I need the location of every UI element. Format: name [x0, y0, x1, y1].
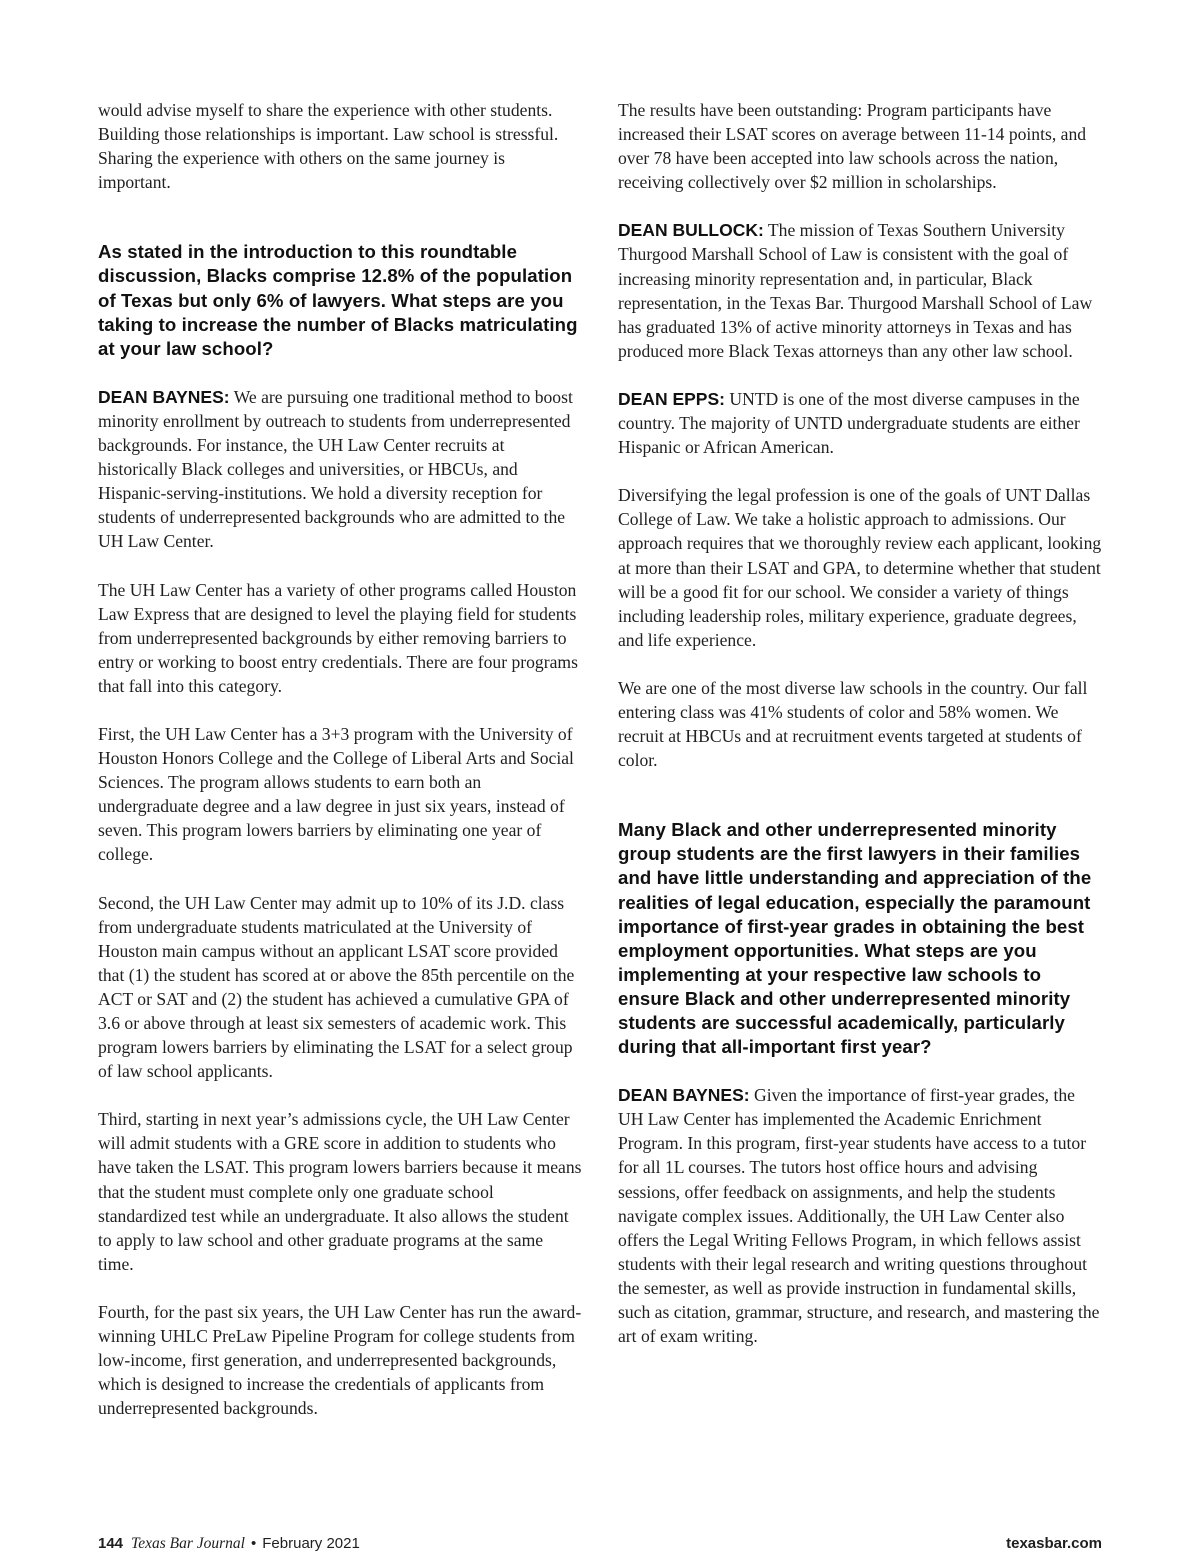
paragraph: The results have been outstanding: Program participants have increased their LSAT scores on average between 11-14 points, and over 78 have been accepted into law schools across the nation, receiving collectively over $2 million in scholarships. — [618, 100, 1087, 193]
answer-text: UNTD is one of the most diverse campuses in the country. The majority of UNTD undergraduate students are either Hispanic or African American. — [618, 388, 1080, 458]
answer-text: We are pursuing one traditional method to boost minority enrollment by outreach to students from underrepresented backgrounds. For instance, the UH Law Center recruits at historically Black colleges and universities, or HBCUs, and Hispanic-serving-institutions. We hold a diversity reception for students of underrepresented backgrounds who are admitted to the UH Law Center. — [98, 386, 573, 552]
paragraph: First, the UH Law Center has a 3+3 program with the University of Houston Honors College and the College of Liberal Arts and Social Sciences. The program allows students to earn both an undergraduate degree and a law degree in just six years, instead of seven. This program lowers barriers by eliminating one year of college. — [98, 723, 574, 865]
answer-paragraph — [618, 218, 1102, 363]
footer-left — [98, 1535, 360, 1553]
issue-date: February 2021 — [262, 1535, 360, 1552]
journal-title: Texas Bar Journal — [131, 1535, 245, 1552]
question-heading: As stated in the introduction to this roundtable discussion, Blacks comprise 12.8% of the population of Texas but only 6% of lawyers. What steps are you taking to increase the number of Blacks matriculating at your law school? — [98, 241, 578, 359]
answer-text: Given the importance of first-year grades, the UH Law Center has implemented the Academic Enrichment Program. In this program, first-year students have access to a tutor for all 1L courses. The tutors host office hours and advising sessions, offer feedback on assignments, and help the students navigate complex issues. Additionally, the UH Law Center also offers the Legal Writing Fellows Program, in which fellows assist students with their legal research and writing questions throughout the semester, as well as provide instruction in fundamental skills, such as citation, grammar, structure, and research, and mastering the art of exam writing. — [618, 1085, 1100, 1347]
answer-text: The mission of Texas Southern University Thurgood Marshall School of Law is consistent with the goal of increasing minority representation and, in particular, Black representation, in the Texas Bar. Thurgood Marshall School of Law has graduated 13% of active minority attorneys in Texas and has produced more Black Texas attorneys than any other law school. — [618, 220, 1093, 361]
bullet-separator: • — [251, 1535, 257, 1552]
paragraph: Second, the UH Law Center may admit up to 10% of its J.D. class from undergraduate students matriculated at the University of Houston main campus without an applicant LSAT score provided that (1) the student has scored at or above the 85th percentile on the ACT or SAT and (2) the student has achieved a cumulative GPA of 3.6 or above through at least six semesters of academic work. This program lowers barriers by eliminating the LSAT for a select group of law school applicants. — [98, 892, 575, 1082]
answer-paragraph — [618, 387, 1102, 459]
paragraph: We are one of the most diverse law schools in the country. Our fall entering class was 41% students of color and 58% women. We recruit at HBCUs and at recruitment events targeted at students of color. — [618, 677, 1088, 771]
website-link[interactable]: texasbar.com — [1006, 1535, 1102, 1552]
speaker-label: DEAN BAYNES: — [98, 386, 230, 407]
left-column — [98, 98, 582, 1420]
speaker-label: DEAN EPPS: — [618, 388, 725, 409]
page-number: 144 — [98, 1535, 124, 1552]
speaker-label: DEAN BULLOCK: — [618, 220, 764, 241]
paragraph: would advise myself to share the experience with other students. Building those relationships is important. Law school is stressful. Sharing the experience with others on the same journey is important. — [98, 100, 559, 193]
question-heading: Many Black and other underrepresented minority group students are the first lawyers in their families and have little understanding and appreciation of the realities of legal education, especially the paramount importance of first-year grades in obtaining the best employment opportunities. What steps are you implementing at your respective law schools to ensure Black and other underrepresented minority students are successful academically, particularly during that all-important first year? — [618, 819, 1092, 1058]
page-footer — [98, 1535, 1102, 1559]
answer-paragraph — [618, 1083, 1102, 1348]
paragraph: Third, starting in next year’s admissions cycle, the UH Law Center will admit students with a GRE score in addition to students who have taken the LSAT. This program lowers barriers because it means that the student must complete only one graduate school standardized test while an undergraduate. It also allows the student to apply to law school and other graduate programs at the same time. — [98, 1109, 582, 1274]
speaker-label: DEAN BAYNES: — [618, 1085, 750, 1106]
paragraph: The UH Law Center has a variety of other programs called Houston Law Express that are designed to level the playing field for students from underrepresented backgrounds by either removing barriers to entry or working to boost entry credentials. There are four programs that fall into this category. — [98, 579, 578, 696]
right-column — [618, 98, 1102, 1348]
answer-paragraph — [98, 385, 582, 554]
paragraph: Fourth, for the past six years, the UH Law Center has run the award-winning UHLC PreLaw Pipeline Program for college students from low-income, first generation, and underrepresented backgrounds, which is designed to increase the credentials of applicants from underrepresented backgrounds. — [98, 1301, 582, 1419]
paragraph: Diversifying the legal profession is one of the goals of UNT Dallas College of Law. We take a holistic approach to admissions. Our approach requires that we thoroughly review each applicant, looking at more than their LSAT and GPA, to determine whether that student will be a good fit for our school. We consider a variety of things including leadership roles, military experience, graduate degrees, and life experience. — [618, 485, 1102, 650]
